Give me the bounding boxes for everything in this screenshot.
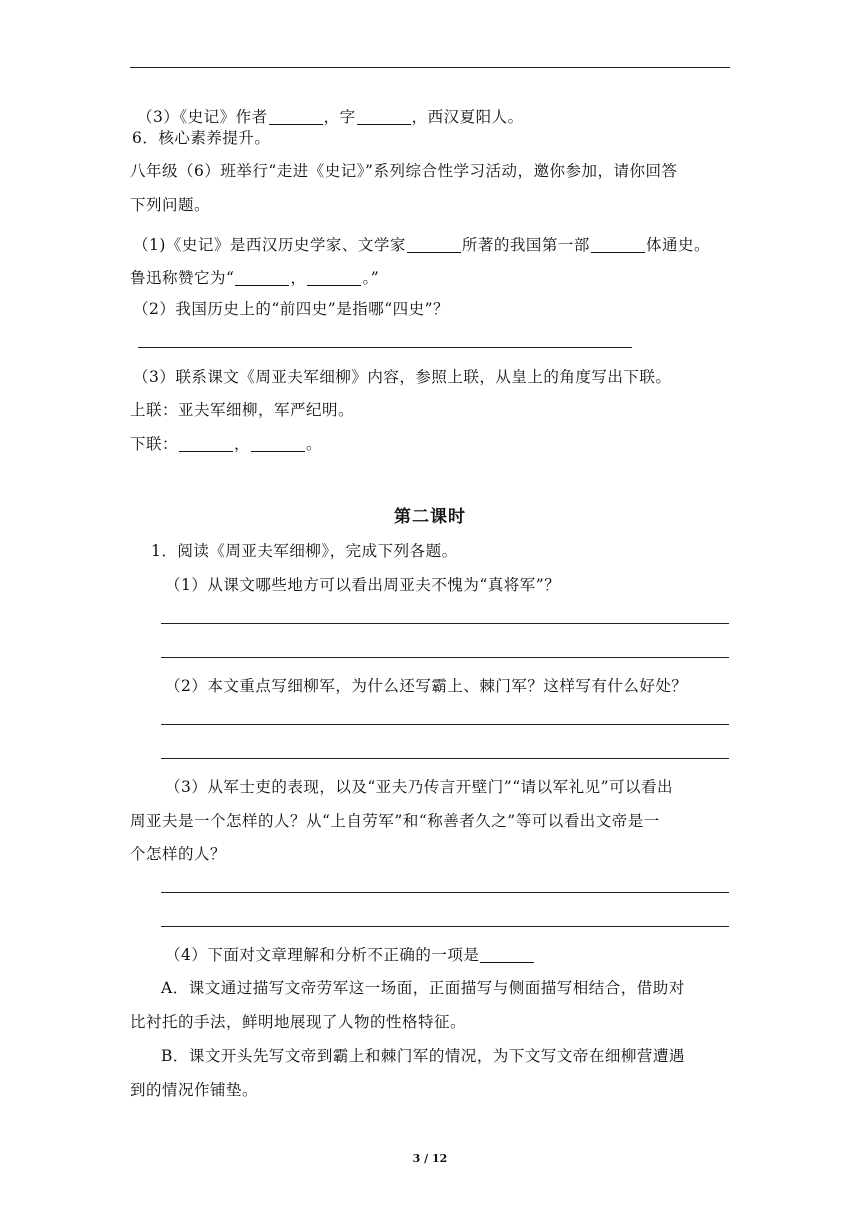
option-b-line-1: B．课文开头先写文帝到霸上和棘门军的情况，为下文写文帝在细柳营遭遇 bbox=[161, 1047, 685, 1065]
answer-line[interactable] bbox=[138, 347, 632, 348]
answer-line[interactable] bbox=[161, 892, 729, 893]
subquestion-3-line-3: 个怎样的人？ bbox=[130, 845, 227, 863]
lower-couplet: 下联： ， 。 bbox=[130, 435, 323, 453]
page-number: 3 / 12 bbox=[412, 1152, 448, 1165]
part-1-line-1: （1)《史记》是西汉历史学家、文学家 所著的我国第一部 体通史。 bbox=[133, 236, 710, 254]
answer-blank[interactable] bbox=[591, 236, 645, 253]
upper-couplet: 上联：亚夫军细柳，军严纪明。 bbox=[130, 401, 355, 419]
question-1: 1．阅读《周亚夫军细柳》，完成下列各题。 bbox=[151, 542, 458, 560]
subquestion-3-line-1: （3）从军士吏的表现，以及“亚夫乃传言开壁门”“请以军礼见”可以看出 bbox=[165, 778, 674, 796]
option-a-line-1: A．课文通过描写文帝劳军这一场面，正面描写与侧面描写相结合，借助对 bbox=[161, 979, 685, 997]
part-1-line-2: 鲁迅称赞它为“ ， 。” bbox=[130, 269, 380, 287]
part-2-question: （2）我国历史上的“前四史”是指哪“四史”？ bbox=[133, 300, 450, 318]
section-title: 第二课时 bbox=[394, 507, 466, 527]
answer-line[interactable] bbox=[161, 926, 729, 927]
subquestion-4: （4）下面对文章理解和分析不正确的一项是 bbox=[165, 945, 535, 965]
answer-blank[interactable] bbox=[235, 269, 289, 286]
subquestion-2: （2）本文重点写细柳军，为什么还写霸上、棘门军？这样写有什么好处？ bbox=[165, 677, 688, 695]
question-6-title: 6．核心素养提升。 bbox=[132, 129, 271, 147]
subquestion-1: （1）从课文哪些地方可以看出周亚夫不愧为“真将军”？ bbox=[165, 576, 561, 594]
intro-line-2: 下列问题。 bbox=[130, 196, 211, 214]
header-rule bbox=[130, 67, 730, 68]
answer-line[interactable] bbox=[161, 657, 729, 658]
option-a-line-2: 比衬托的手法，鲜明地展现了人物的性格特征。 bbox=[130, 1013, 467, 1031]
answer-line[interactable] bbox=[161, 623, 729, 624]
question-3-author: （3）《史记》作者 ，字 ，西汉夏阳人。 bbox=[137, 108, 524, 126]
answer-line[interactable] bbox=[161, 724, 729, 725]
answer-blank[interactable] bbox=[307, 269, 361, 286]
answer-blank[interactable] bbox=[179, 435, 233, 452]
answer-blank[interactable] bbox=[480, 946, 534, 963]
answer-line[interactable] bbox=[161, 758, 729, 759]
answer-blank[interactable] bbox=[407, 236, 461, 253]
part-3-question: （3）联系课文《周亚夫军细柳》内容，参照上联，从皇上的角度写出下联。 bbox=[133, 368, 672, 386]
subquestion-3-line-2: 周亚夫是一个怎样的人？从“上自劳军”和“称善者久之”等可以看出文帝是一 bbox=[130, 812, 660, 830]
answer-blank[interactable] bbox=[357, 108, 411, 125]
option-b-line-2: 到的情况作铺垫。 bbox=[130, 1081, 259, 1099]
answer-blank[interactable] bbox=[269, 108, 323, 125]
answer-blank[interactable] bbox=[251, 435, 305, 452]
intro-line-1: 八年级（6）班举行“走进《史记》”系列综合性学习活动，邀你参加，请你回答 bbox=[130, 162, 678, 180]
